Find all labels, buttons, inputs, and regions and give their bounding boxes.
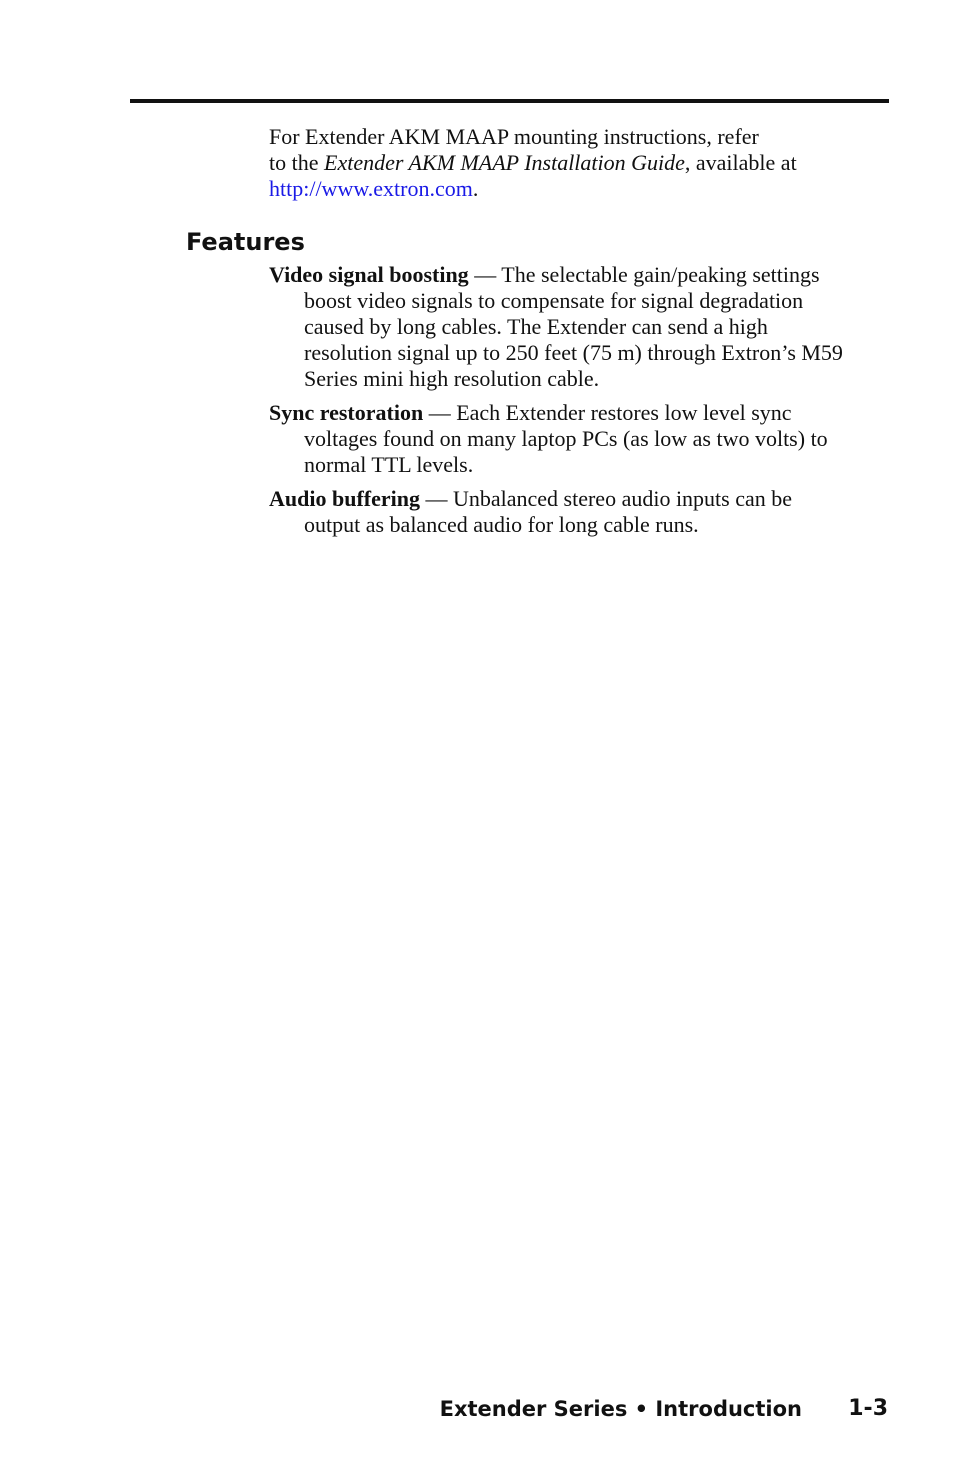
extron-website-link[interactable]: http://www.extron.com (269, 176, 473, 201)
feature-continuation-line: resolution signal up to 250 feet (75 m) through Extron’s M59 (304, 340, 843, 365)
feature-sync-restoration (269, 400, 884, 478)
url-period: . (472, 176, 479, 201)
intro-prefix: to the (269, 150, 324, 175)
feature-term: Sync restoration (269, 400, 424, 425)
feature-video-signal-boosting (269, 262, 884, 392)
intro-line-2 (269, 150, 879, 176)
features-heading: Features (186, 228, 305, 256)
feature-continuation-line: boost video signals to compensate for signal degradation (304, 288, 804, 313)
feature-term: Video signal boosting (269, 262, 469, 287)
page-footer (0, 1395, 954, 1425)
feature-description: — Unbalanced stereo audio inputs can be (419, 486, 793, 511)
header-rule (130, 99, 889, 103)
feature-first-line (269, 262, 884, 288)
feature-description: — Each Extender restores low level sync (423, 400, 792, 425)
page-number: 1-3 (848, 1396, 888, 1421)
feature-audio-buffering (269, 486, 884, 538)
feature-continuation-line: caused by long cables. The Extender can send a high (304, 314, 768, 339)
intro-line-3 (269, 176, 879, 202)
feature-continuation-line: output as balanced audio for long cable runs. (304, 512, 699, 537)
feature-term: Audio buffering (269, 486, 420, 511)
feature-first-line (269, 400, 884, 426)
intro-paragraph (269, 124, 879, 202)
feature-first-line (269, 486, 884, 512)
features-list (269, 262, 884, 546)
guide-title: Extender AKM MAAP Installation Guide (324, 150, 685, 175)
feature-description: — The selectable gain/peaking settings (468, 262, 820, 287)
feature-continuation-line: Series mini high resolution cable. (304, 366, 600, 391)
intro-suffix: , available at (684, 150, 797, 175)
footer-title: Extender Series • Introduction (439, 1397, 802, 1421)
feature-continuation-line: voltages found on many laptop PCs (as low as two volts) to (304, 426, 828, 451)
intro-line-1: For Extender AKM MAAP mounting instructions, refer (269, 124, 759, 149)
feature-continuation-line: normal TTL levels. (304, 452, 474, 477)
